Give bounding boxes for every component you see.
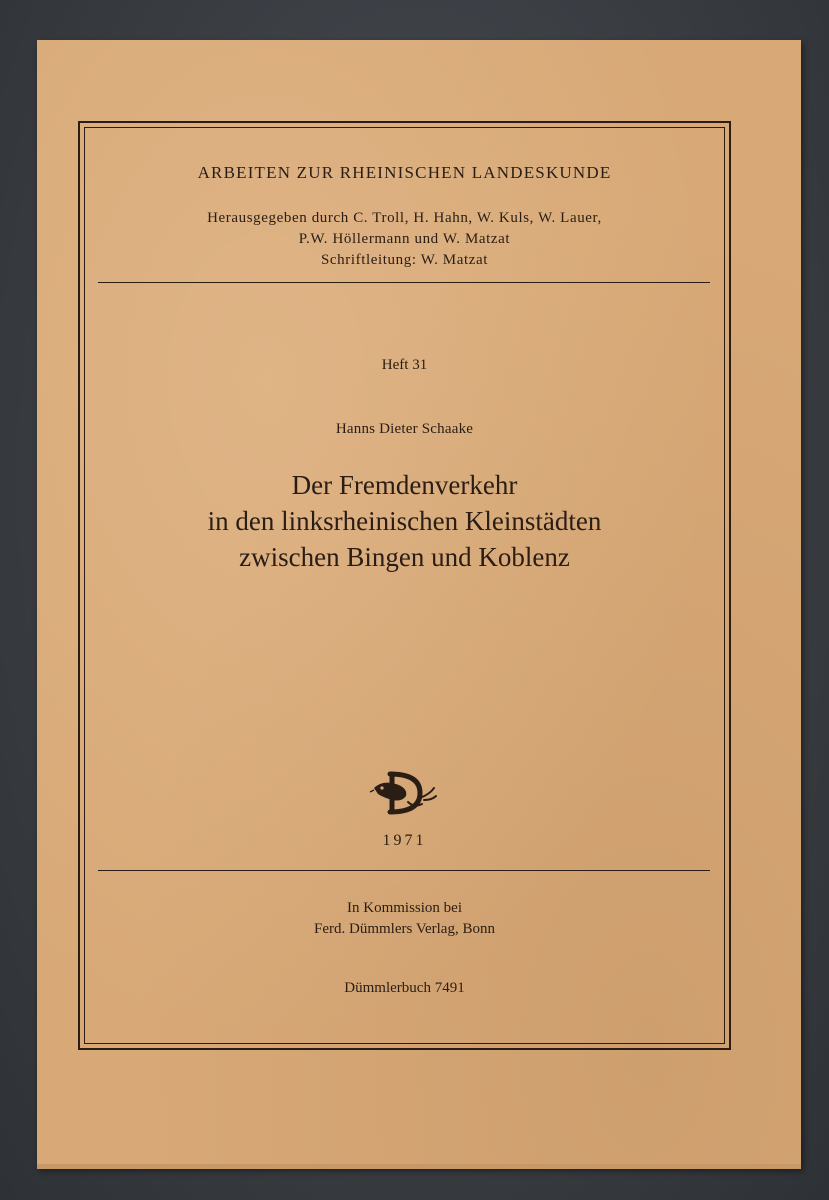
publisher-block xyxy=(84,898,725,940)
author-name: Hanns Dieter Schaake xyxy=(335,421,474,437)
divider-bottom xyxy=(98,870,710,871)
title-line: zwischen Bingen und Koblenz xyxy=(239,542,570,572)
divider-top xyxy=(98,282,710,283)
title-line: in den linksrheinischen Kleinstädten xyxy=(207,506,602,536)
editors-line: P.W. Höllermann und W. Matzat xyxy=(298,231,511,247)
publisher-line: Ferd. Dümmlers Verlag, Bonn xyxy=(314,921,495,937)
editors-line: Herausgegeben durch C. Troll, H. Hahn, W. Kuls, W. Lauer, xyxy=(207,210,602,226)
editors-block xyxy=(84,208,725,271)
book-title xyxy=(84,467,725,575)
book-number: Dümmlerbuch 7491 xyxy=(344,980,465,996)
book-page-edge xyxy=(37,1164,801,1169)
duemmler-seal-logo-icon xyxy=(368,768,440,816)
publication-year: 1971 xyxy=(382,832,427,849)
issue-number: Heft 31 xyxy=(381,357,428,373)
publisher-line: In Kommission bei xyxy=(347,900,462,916)
title-line: Der Fremdenverkehr xyxy=(291,470,518,500)
editors-line: Schriftleitung: W. Matzat xyxy=(320,252,489,268)
series-title: ARBEITEN ZUR RHEINISCHEN LANDESKUNDE xyxy=(197,163,612,182)
